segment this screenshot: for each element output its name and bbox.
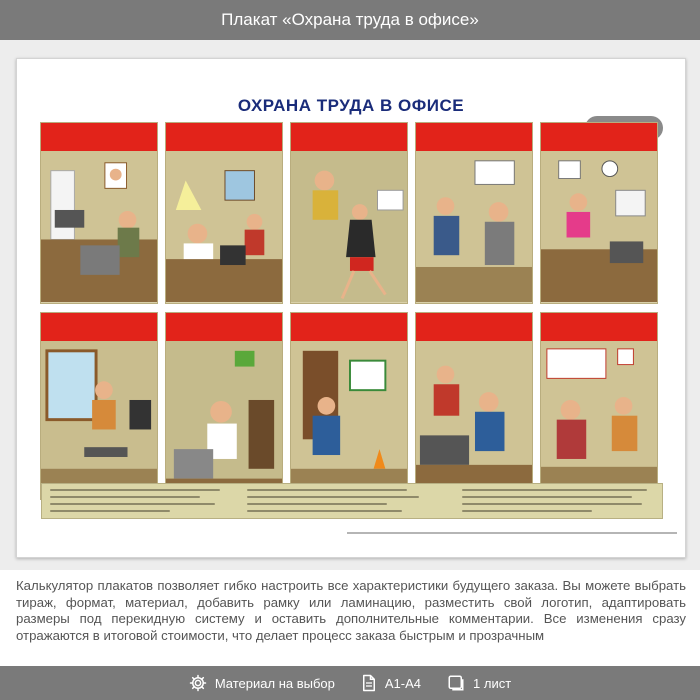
poster-panel — [40, 312, 158, 500]
panel-caption — [541, 123, 657, 151]
product-description: Калькулятор плакатов позволяет гибко настроить все характеристики будущего заказа. Вы можете выбрать тираж, формат, материал, добавить рамку или ламинацию, разместить свой логотип, адаптировать размеры под перекидную систему и оставить дополнительные комментарии. Все изменения сразу отражаются в итоговой стоимости, что делает процесс заказа быстрым и прозрачным — [16, 578, 686, 643]
panel-caption — [166, 123, 282, 151]
feature-format — [361, 674, 421, 692]
text-column — [462, 487, 652, 517]
poster-panel — [415, 312, 533, 500]
poster-panel — [540, 312, 658, 500]
poster-image[interactable] — [16, 58, 686, 558]
text-column — [247, 487, 427, 517]
panel-caption — [541, 313, 657, 341]
poster-text-strip — [41, 483, 663, 519]
panel-illustration — [416, 341, 532, 498]
panel-caption — [41, 123, 157, 151]
top-bar — [0, 0, 700, 40]
feature-label: А1-А4 — [384, 675, 422, 691]
page-title: Плакат «Охрана труда в офисе» — [221, 10, 479, 29]
panel-illustration — [541, 151, 657, 302]
panel-illustration — [291, 151, 407, 302]
panel-caption — [291, 123, 407, 151]
panel-illustration — [166, 341, 282, 498]
panel-illustration — [291, 341, 407, 498]
text-column — [50, 487, 230, 517]
panel-illustration — [416, 151, 532, 302]
panel-caption — [166, 313, 282, 341]
feature-label: 1 лист — [473, 675, 512, 691]
panel-caption — [41, 313, 157, 341]
feature-sheets — [447, 674, 511, 692]
feature-label: Материал на выбор — [214, 675, 335, 691]
features-bar — [0, 666, 700, 700]
poster-panel — [540, 122, 658, 304]
poster-panel — [290, 122, 408, 304]
panel-caption — [416, 123, 532, 151]
poster-panel — [415, 122, 533, 304]
panel-illustration — [166, 151, 282, 302]
poster-panel — [40, 122, 158, 304]
poster-panel — [165, 122, 283, 304]
sheet-icon — [447, 674, 465, 692]
product-image-area — [0, 40, 700, 570]
poster-panel — [165, 312, 283, 500]
poster-title: ОХРАНА ТРУДА В ОФИСЕ — [237, 96, 465, 115]
panel-caption — [416, 313, 532, 341]
panel-caption — [291, 313, 407, 341]
poster-panel — [290, 312, 408, 500]
panel-illustration — [41, 151, 157, 302]
gear-icon — [189, 674, 207, 692]
panel-illustration — [41, 341, 157, 498]
panel-illustration — [541, 341, 657, 498]
feature-material — [189, 674, 335, 692]
poster-footer-text — [347, 532, 677, 534]
document-icon — [361, 674, 377, 692]
